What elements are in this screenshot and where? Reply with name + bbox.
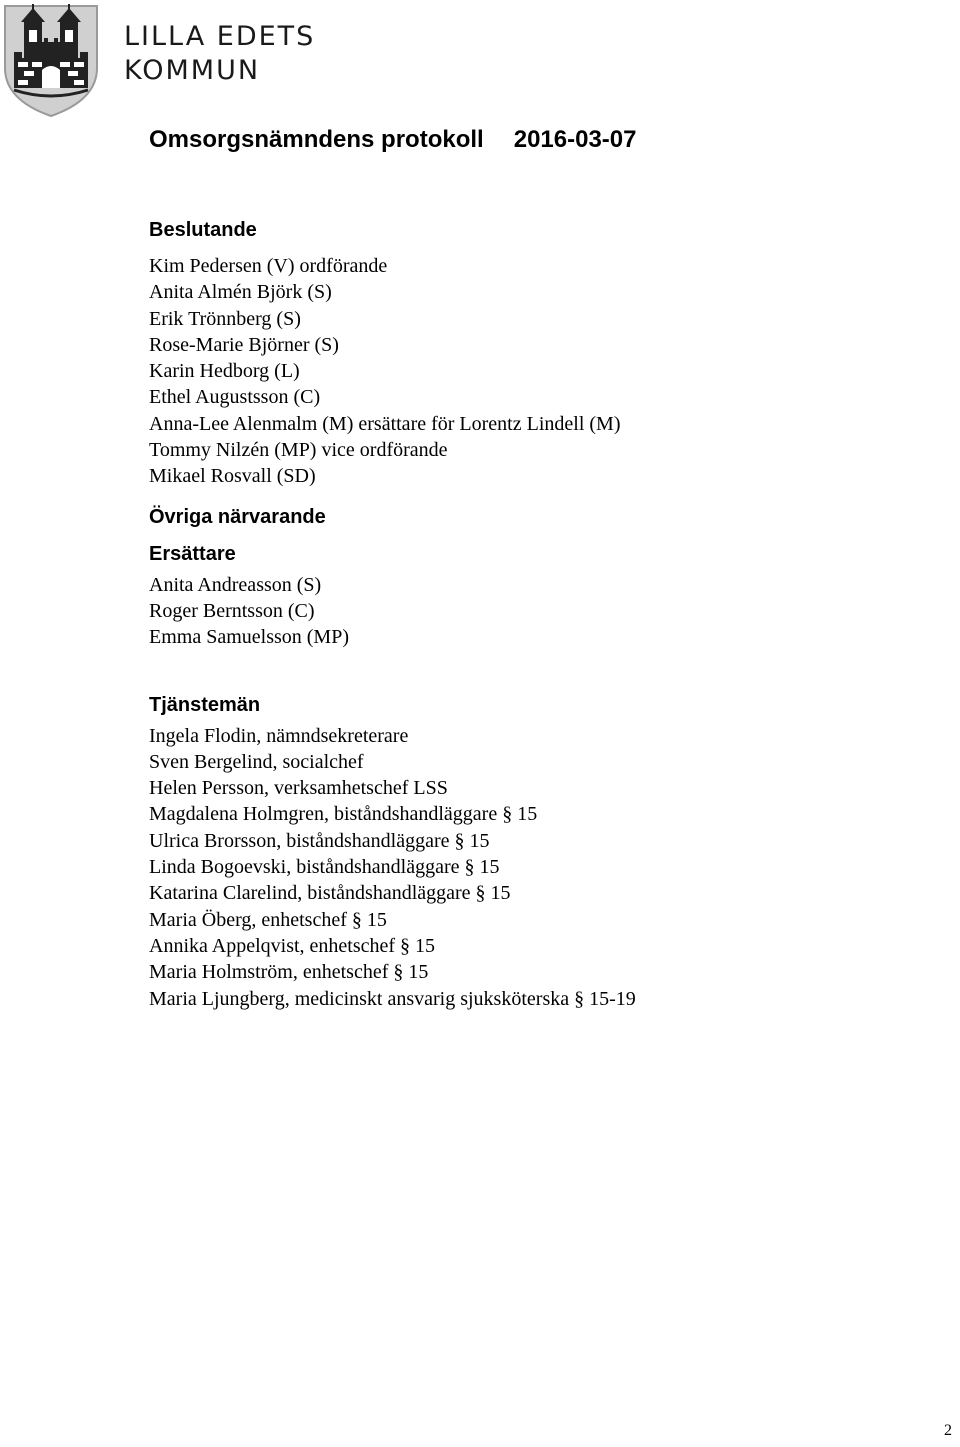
municipality-name-line2: KOMMUN xyxy=(124,55,261,86)
list-item: Katarina Clarelind, biståndshandläggare § 15 xyxy=(149,882,511,905)
municipality-name-line1: LILLA EDETS xyxy=(124,21,316,52)
document-title-row xyxy=(149,126,636,154)
section-heading-ovriga: Övriga närvarande xyxy=(149,505,326,528)
list-item: Annika Appelqvist, enhetschef § 15 xyxy=(149,934,436,957)
list-item: Ingela Flodin, nämndsekreterare xyxy=(149,724,409,747)
list-item: Rose-Marie Björner (S) xyxy=(149,333,339,356)
list-item: Sven Bergelind, socialchef xyxy=(149,750,364,773)
subheading-tjansteman: Tjänstemän xyxy=(149,693,261,716)
list-item: Linda Bogoevski, biståndshandläggare § 15 xyxy=(149,856,500,879)
section-heading-beslutande: Beslutande xyxy=(149,219,257,241)
beslutande-list xyxy=(149,253,929,490)
municipality-name xyxy=(124,20,315,88)
page-header xyxy=(0,0,960,120)
page-number: 2 xyxy=(944,1422,952,1439)
document-title: Omsorgsnämndens protokoll xyxy=(149,126,484,153)
list-item: Magdalena Holmgren, biståndshandläggare § 15 xyxy=(149,803,538,826)
list-item: Maria Ljungberg, medicinskt ansvarig sjuksköterska § 15-19 xyxy=(149,987,636,1010)
list-item: Ethel Augustsson (C) xyxy=(149,386,321,409)
municipal-crest-logo xyxy=(2,2,100,118)
list-item: Maria Holmström, enhetschef § 15 xyxy=(149,961,429,984)
list-item: Kim Pedersen (V) ordförande xyxy=(149,255,388,277)
list-item: Tommy Nilzén (MP) vice ordförande xyxy=(149,439,448,462)
list-item: Helen Persson, verksamhetschef LSS xyxy=(149,777,448,800)
list-item: Karin Hedborg (L) xyxy=(149,360,300,383)
tjansteman-list xyxy=(149,723,929,1012)
document-body xyxy=(149,216,929,1012)
list-item: Anita Almén Björk (S) xyxy=(149,281,332,304)
list-item: Anna-Lee Alenmalm (M) ersättare för Lorentz Lindell (M) xyxy=(149,412,621,435)
list-item: Mikael Rosvall (SD) xyxy=(149,465,316,488)
ersattare-list xyxy=(149,572,929,651)
list-item: Roger Berntsson (C) xyxy=(149,599,315,622)
document-date: 2016-03-07 xyxy=(513,126,637,153)
list-item: Erik Trönnberg (S) xyxy=(149,307,301,330)
list-item: Maria Öberg, enhetschef § 15 xyxy=(149,908,387,931)
list-item: Anita Andreasson (S) xyxy=(149,573,322,596)
subheading-ersattare: Ersättare xyxy=(149,542,236,565)
list-item: Ulrica Brorsson, biståndshandläggare § 15 xyxy=(149,829,490,852)
list-item: Emma Samuelsson (MP) xyxy=(149,626,349,649)
